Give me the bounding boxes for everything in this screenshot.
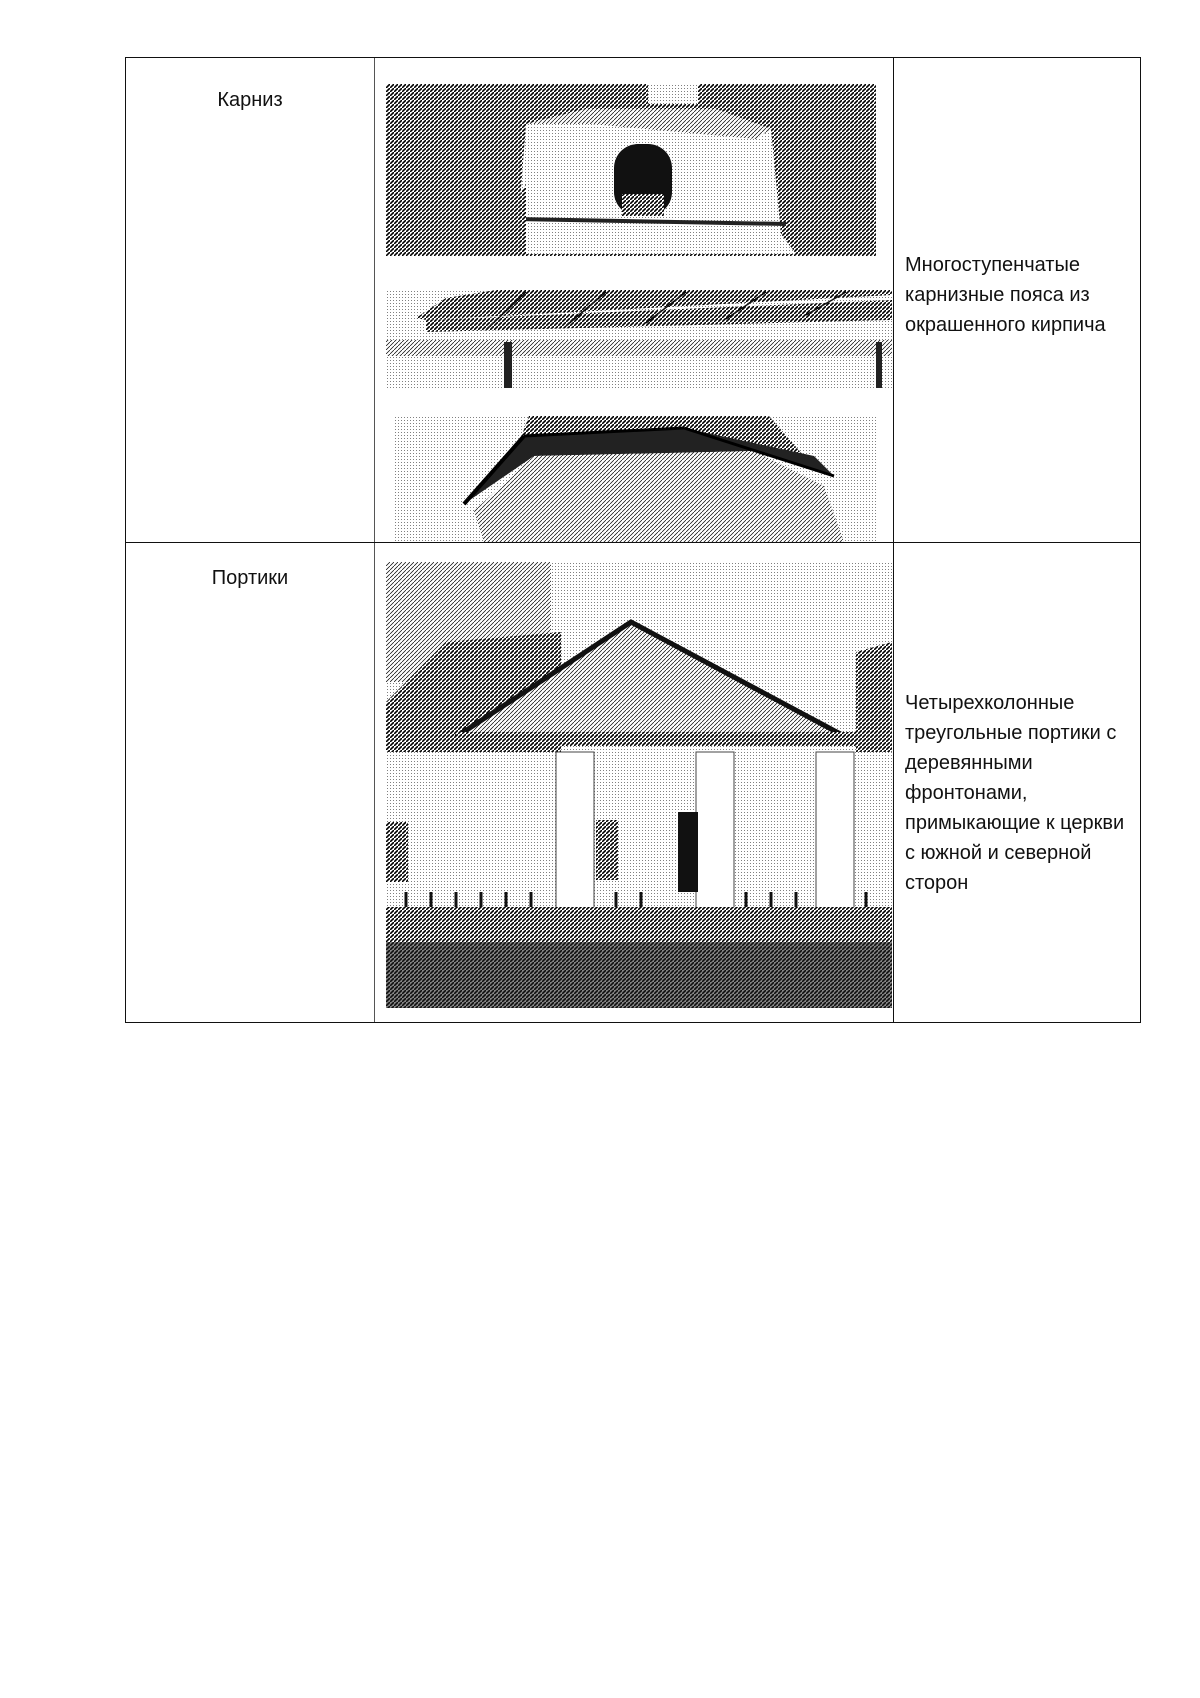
row-divider [126,542,1140,543]
column-divider [374,58,375,1022]
roof-cornice-photo [386,290,892,388]
octagon-cornice-photo [394,416,876,542]
row-label-cornice: Карниз [217,89,283,111]
row-description-cornice: Многоступенчатые карнизные пояса из окрашенного кирпича [905,254,1106,336]
bell-tower-cornice-photo [386,84,876,256]
row-label-porticos: Портики [211,567,289,589]
column-divider [893,58,894,1022]
portico-photo [386,562,892,1008]
architecture-table [125,57,1141,1023]
row-description-porticos: Четырехколонные треугольные портики с деревянными фронтонами, примыкающие к церкви с южной и северной сторон [905,692,1125,894]
